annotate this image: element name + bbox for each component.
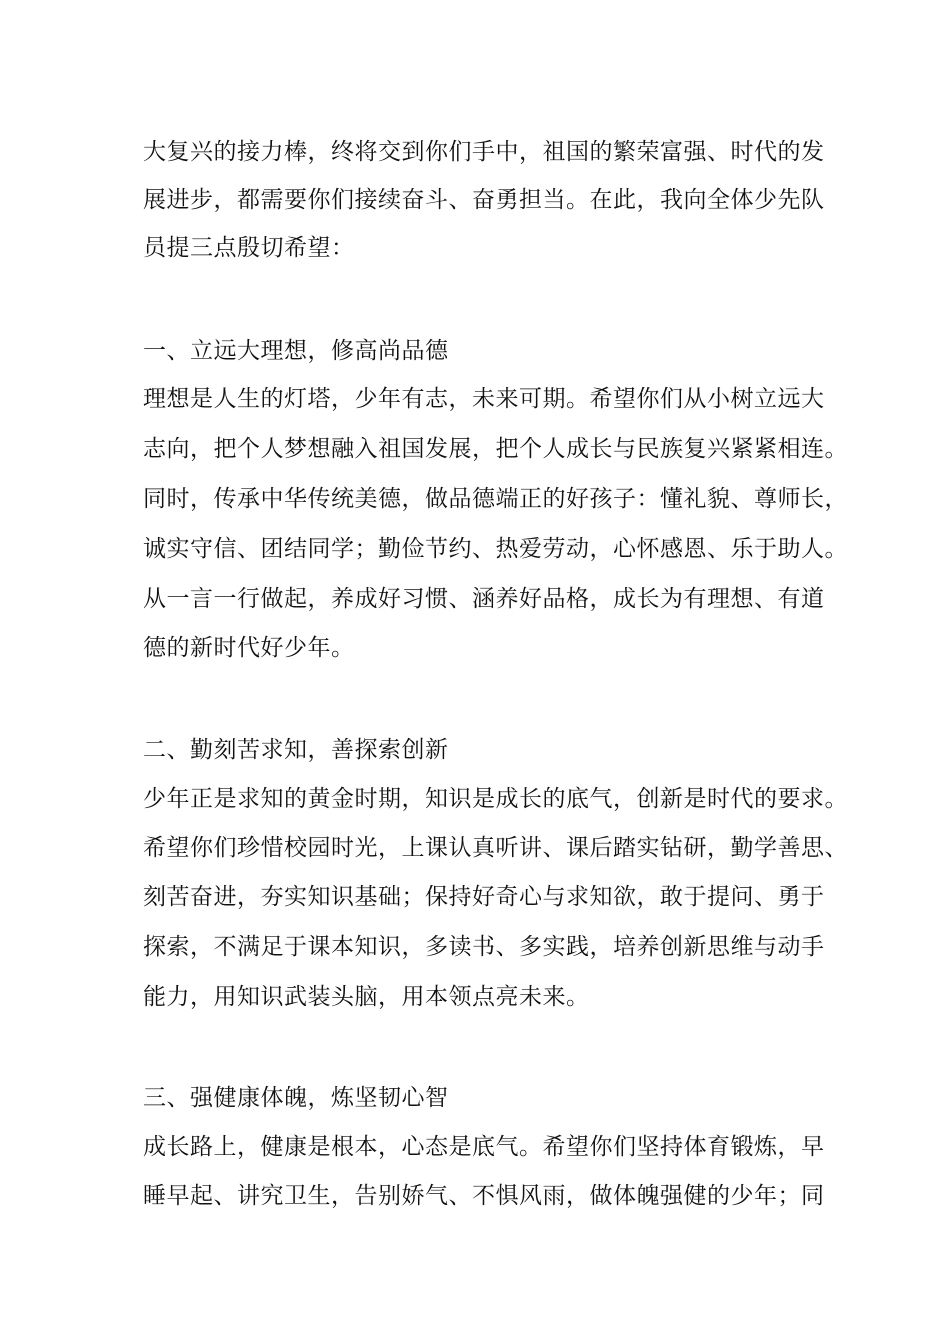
section-2-line-4: 探索，不满足于课本知识，多读书、多实践，培养创新思维与动手 [143,934,825,960]
section-1-heading: 一、立远大理想，修高尚品德 [143,338,449,364]
section-2-line-5: 能力，用知识武装头脑，用本领点亮未来。 [143,984,590,1010]
section-1-line-4: 诚实守信、团结同学；勤俭节约、热爱劳动，心怀感恩、乐于助人。 [143,536,848,562]
section-2-line-3: 刻苦奋进，夯实知识基础；保持好奇心与求知欲，敢于提问、勇于 [143,884,825,910]
section-2-heading: 二、勤刻苦求知，善探索创新 [143,737,449,763]
intro-line-3: 员提三点殷切希望： [143,235,355,261]
section-2-line-2: 希望你们珍惜校园时光，上课认真听讲、课后踏实钻研，勤学善思、 [143,835,848,861]
section-1-line-6: 德的新时代好少年。 [143,635,355,661]
intro-line-1: 大复兴的接力棒，终将交到你们手中，祖国的繁荣富强、时代的发 [143,139,825,165]
intro-line-2: 展进步，都需要你们接续奋斗、奋勇担当。在此，我向全体少先队 [143,187,825,213]
section-1-line-2: 志向，把个人梦想融入祖国发展，把个人成长与民族复兴紧紧相连。 [143,436,848,462]
section-3-line-2: 睡早起、讲究卫生，告别娇气、不惧风雨，做体魄强健的少年；同 [143,1183,825,1209]
section-3-heading: 三、强健康体魄，炼坚韧心智 [143,1085,449,1111]
section-2-line-1: 少年正是求知的黄金时期，知识是成长的底气，创新是时代的要求。 [143,786,848,812]
section-1-line-3: 同时，传承中华传统美德，做品德端正的好孩子：懂礼貌、尊师长， [143,486,848,512]
section-1-line-5: 从一言一行做起，养成好习惯、涵养好品格，成长为有理想、有道 [143,586,825,612]
section-3-line-1: 成长路上，健康是根本，心态是底气。希望你们坚持体育锻炼，早 [143,1134,825,1160]
section-1-line-1: 理想是人生的灯塔，少年有志，未来可期。希望你们从小树立远大 [143,386,825,412]
